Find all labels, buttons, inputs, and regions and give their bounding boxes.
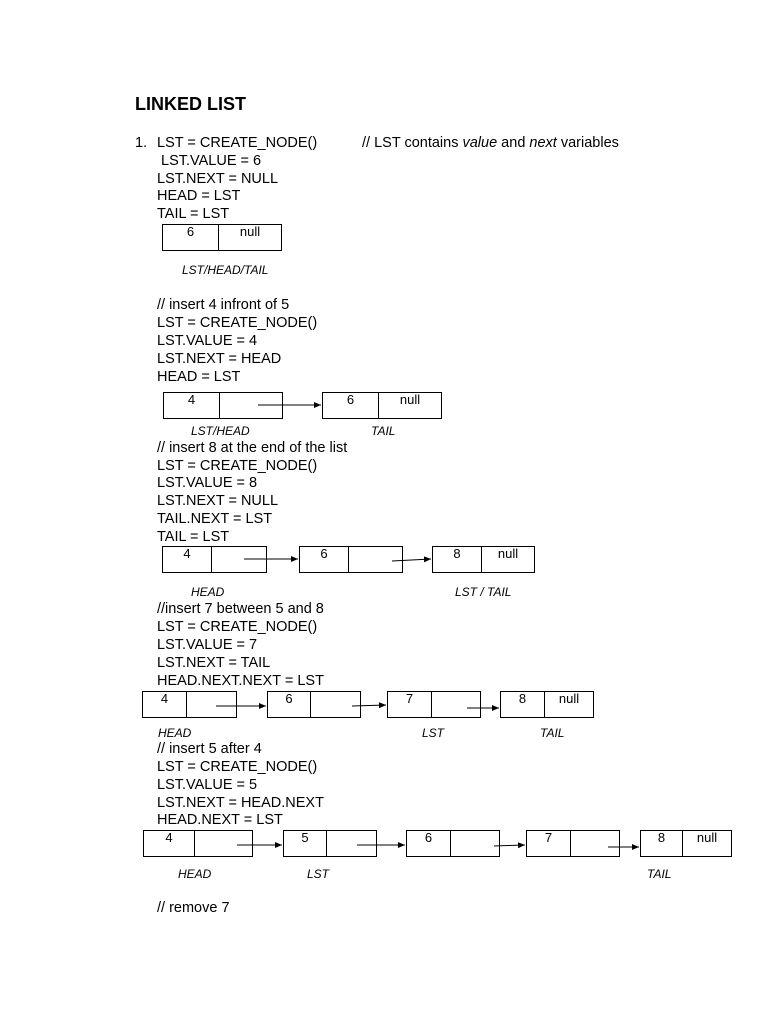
code-line: HEAD.NEXT.NEXT = LST	[157, 673, 324, 689]
node-value: 6	[407, 831, 451, 856]
list-node	[163, 392, 283, 419]
node-label: HEAD	[191, 585, 225, 599]
node-next: null	[497, 546, 519, 561]
code-line: LST = CREATE_NODE()	[157, 135, 318, 151]
code-line: LST.NEXT = NULL	[157, 493, 279, 509]
code-line: LST = CREATE_NODE()	[157, 619, 318, 635]
list-node	[406, 830, 500, 857]
node-next: null	[696, 830, 718, 845]
node-label: TAIL	[647, 867, 672, 881]
node-next	[432, 692, 480, 717]
node-label: LST/HEAD	[191, 424, 250, 438]
node-value: 8	[501, 692, 545, 717]
node-next	[327, 831, 376, 856]
code-line: HEAD.NEXT = LST	[157, 812, 283, 828]
node-label: LST	[422, 726, 445, 740]
node-next	[212, 547, 266, 572]
code-line: LST.NEXT = HEAD.NEXT	[157, 795, 324, 811]
node-value: 6	[268, 692, 311, 717]
code-line: TAIL = LST	[157, 529, 230, 545]
code-line: LST.VALUE = 7	[157, 637, 258, 653]
code-line: TAIL.NEXT = LST	[157, 511, 273, 527]
code-line: HEAD = LST	[157, 369, 241, 385]
list-node	[322, 392, 442, 419]
list-node	[432, 546, 535, 573]
list-node	[162, 224, 282, 251]
node-label: LST/HEAD/TAIL	[182, 263, 269, 277]
code-line: LST.NEXT = NULL	[157, 171, 279, 187]
code-comment: //insert 7 between 5 and 8	[157, 601, 324, 617]
code-line: LST = CREATE_NODE()	[157, 315, 318, 331]
list-node	[640, 830, 732, 857]
code-line: LST = CREATE_NODE()	[157, 458, 318, 474]
node-value: 6	[323, 393, 379, 418]
node-next	[311, 692, 360, 717]
code-line: LST.NEXT = TAIL	[157, 655, 271, 671]
node-label: HEAD	[158, 726, 192, 740]
node-value: 6	[163, 225, 219, 250]
list-node	[142, 691, 237, 718]
node-value: 4	[163, 547, 212, 572]
code-line: LST.VALUE = 8	[157, 475, 258, 491]
node-label: LST	[307, 867, 330, 881]
code-line: HEAD = LST	[157, 188, 241, 204]
code-comment: // insert 8 at the end of the list	[157, 440, 348, 456]
list-node	[162, 546, 267, 573]
code-line: LST.VALUE = 4	[157, 333, 258, 349]
node-next: null	[558, 691, 580, 706]
node-next	[195, 831, 252, 856]
node-next	[220, 393, 282, 418]
node-label: TAIL	[540, 726, 565, 740]
code-comment: // insert 4 infront of 5	[157, 297, 290, 313]
node-value: 7	[527, 831, 571, 856]
code-comment: // LST contains value and next variables	[362, 135, 619, 151]
node-label: TAIL	[371, 424, 396, 438]
list-node	[500, 691, 594, 718]
node-value: 5	[284, 831, 327, 856]
code-comment: // remove 7	[157, 900, 230, 916]
node-next	[451, 831, 499, 856]
step-number: 1.	[135, 135, 148, 151]
node-next: null	[399, 392, 421, 407]
list-node	[299, 546, 403, 573]
node-next	[349, 547, 402, 572]
node-value: 7	[388, 692, 432, 717]
node-next	[187, 692, 236, 717]
code-line: LST.NEXT = HEAD	[157, 351, 282, 367]
node-next: null	[239, 224, 261, 239]
list-node	[283, 830, 377, 857]
list-node	[143, 830, 253, 857]
node-value: 4	[143, 692, 187, 717]
node-value: 6	[300, 547, 349, 572]
node-next	[571, 831, 619, 856]
list-node	[387, 691, 481, 718]
node-value: 8	[641, 831, 683, 856]
code-comment: // insert 5 after 4	[157, 741, 262, 757]
list-node	[267, 691, 361, 718]
code-line: TAIL = LST	[157, 206, 230, 222]
node-value: 4	[144, 831, 195, 856]
page-title: LINKED LIST	[135, 94, 246, 114]
node-value: 4	[164, 393, 220, 418]
code-line: LST.VALUE = 5	[157, 777, 258, 793]
code-line: LST = CREATE_NODE()	[157, 759, 318, 775]
list-node	[526, 830, 620, 857]
node-label: HEAD	[178, 867, 212, 881]
node-value: 8	[433, 547, 482, 572]
code-line: LST.VALUE = 6	[161, 153, 262, 169]
node-label: LST / TAIL	[455, 585, 512, 599]
